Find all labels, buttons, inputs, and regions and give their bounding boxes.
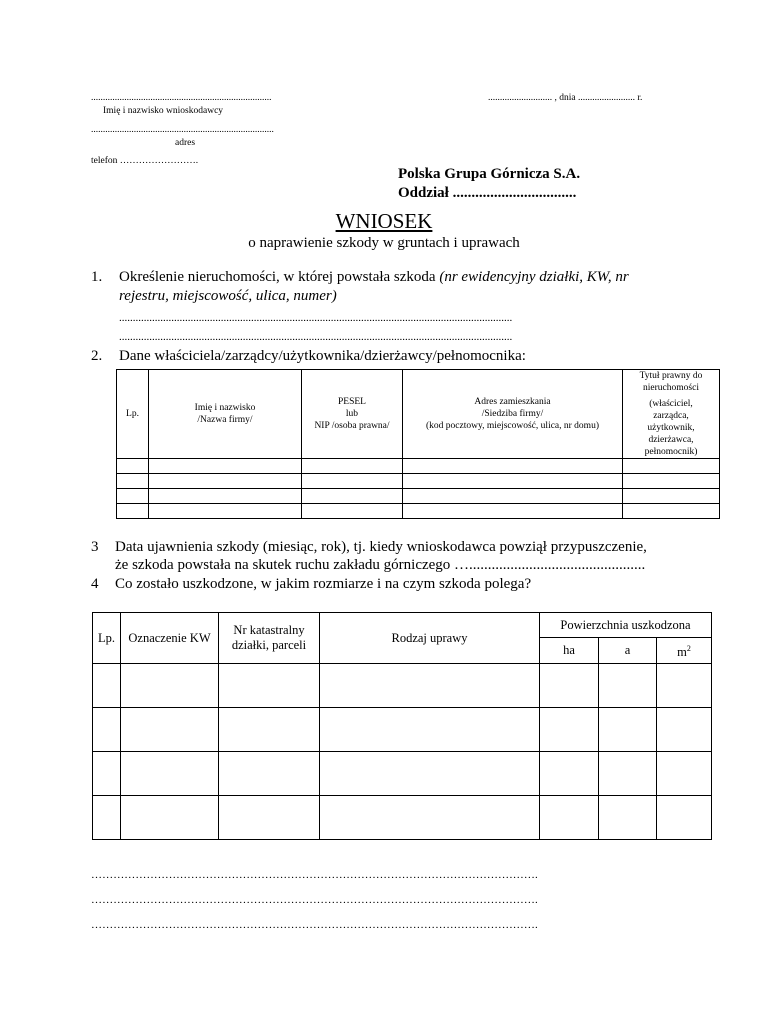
section-1-hint: rejestru, miejscowość, ulica, numer): [119, 288, 337, 304]
place-date-field[interactable]: ........................... , dnia ........................ r.: [488, 93, 643, 103]
damage-col-area: Powierzchnia uszkodzona: [540, 613, 712, 638]
table-row[interactable]: [93, 708, 712, 752]
applicant-name-field[interactable]: ............................................................................: [91, 93, 272, 103]
owners-col-pesel: PESEL lub NIP /osoba prawna/: [302, 370, 403, 459]
table-row[interactable]: [117, 489, 720, 504]
table-row[interactable]: [117, 459, 720, 474]
damage-col-parcel: Nr katastralny działki, parceli: [219, 613, 320, 664]
recipient-company: Polska Grupa Górnicza S.A.: [398, 166, 581, 182]
applicant-address-label: adres: [175, 138, 196, 148]
table-row[interactable]: [93, 796, 712, 840]
applicant-phone-field[interactable]: telefon …………………….: [91, 156, 199, 166]
owners-col-legal-title: Tytuł prawny do nieruchomości (właściciel, zarządca, użytkownik, dzierżawca, pełnomocnik): [623, 370, 720, 459]
table-row[interactable]: [93, 664, 712, 708]
owners-table-header: [117, 370, 720, 459]
owners-col-address: Adres zamieszkania /Siedziba firmy/ (kod pocztowy, miejscowość, ulica, nr domu): [403, 370, 623, 459]
owners-table: [116, 369, 720, 519]
damage-col-kw: Oznaczenie KW: [121, 613, 219, 664]
owners-col-lp: Lp.: [117, 370, 149, 459]
table-row[interactable]: [93, 752, 712, 796]
damage-col-lp: Lp.: [93, 613, 121, 664]
section-2-text: Dane właściciela/zarządcy/użytkownika/dzierżawcy/pełnomocnika:: [119, 348, 526, 364]
damage-col-crop: Rodzaj uprawy: [320, 613, 540, 664]
description-line-2[interactable]: ………………………………………………………………………………………………………….: [91, 894, 538, 906]
section-2-number: 2.: [91, 348, 103, 364]
section-1-text: Określenie nieruchomości, w której powstała szkoda (nr ewidencyjny działki, KW, nr: [119, 269, 629, 285]
damage-col-ha: ha: [540, 638, 599, 664]
page-subtitle: o naprawienie szkody w gruntach i uprawach: [248, 235, 520, 251]
description-line-1[interactable]: ………………………………………………………………………………………………………….: [91, 869, 538, 881]
damage-table: [92, 612, 712, 840]
section-1-line-1[interactable]: ...............................................................................................................................................: [119, 312, 513, 324]
applicant-address-field[interactable]: .............................................................................: [91, 125, 274, 135]
page-title: WNIOSEK: [335, 209, 433, 233]
section-1-line-2[interactable]: ...............................................................................................................................................: [119, 331, 513, 343]
damage-table-header: [93, 613, 712, 638]
table-row[interactable]: [117, 474, 720, 489]
applicant-name-label: Imię i nazwisko wnioskodawcy: [103, 106, 224, 116]
section-4-text: Co zostało uszkodzone, w jakim rozmiarze i na czym szkoda polega?: [115, 576, 532, 592]
damage-col-m2: $m^2$: [657, 638, 712, 664]
section-4-number: 4: [91, 576, 99, 592]
section-3-text: Data ujawnienia szkody (miesiąc, rok), tj. kiedy wnioskodawca powziął przypuszczenie,: [115, 539, 647, 555]
damage-col-a: a: [599, 638, 657, 664]
section-3-date-field[interactable]: że szkoda powstała na skutek ruchu zakładu górniczego …...............................................: [115, 557, 646, 573]
section-3-number: 3: [91, 539, 99, 555]
recipient-branch-field[interactable]: Oddział .................................: [398, 185, 577, 201]
owners-col-name: Imię i nazwisko /Nazwa firmy/: [149, 370, 302, 459]
section-1-number: 1.: [91, 269, 103, 285]
description-line-3[interactable]: ………………………………………………………………………………………………………….: [91, 919, 538, 931]
table-row[interactable]: [117, 504, 720, 519]
